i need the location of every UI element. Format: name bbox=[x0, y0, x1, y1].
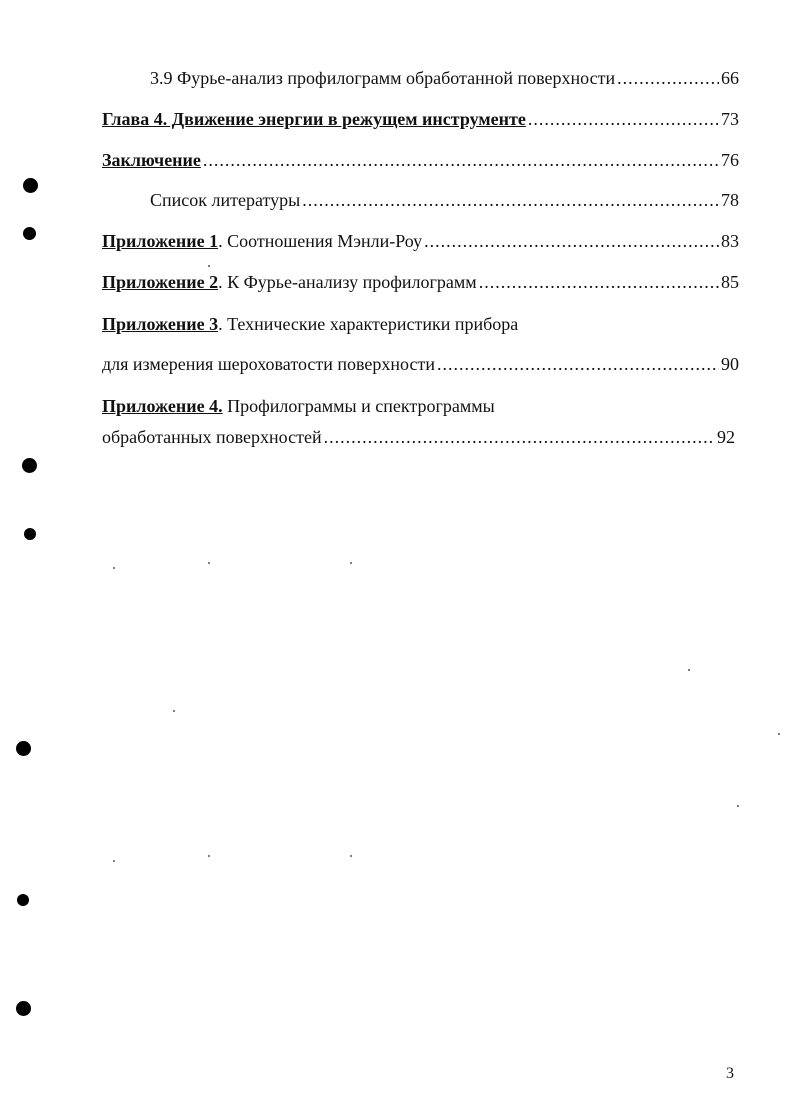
toc-entry-page: 83 bbox=[721, 231, 739, 251]
appendix-label: Приложение 4. bbox=[102, 396, 223, 416]
scan-speck bbox=[688, 669, 690, 671]
toc-entry-chapter-4 bbox=[102, 108, 739, 130]
scan-speck bbox=[113, 860, 115, 862]
binder-hole-5 bbox=[16, 741, 31, 756]
dot-leader bbox=[324, 426, 715, 448]
toc-entry-appendix-2 bbox=[102, 271, 739, 293]
toc-entry-references bbox=[150, 189, 739, 211]
scan-speck bbox=[173, 710, 175, 712]
page-number: 3 bbox=[726, 1065, 734, 1082]
appendix-title: . К Фурье-анализу профилограмм bbox=[218, 272, 477, 292]
dot-leader bbox=[479, 271, 719, 293]
toc-entry-title bbox=[102, 230, 422, 252]
scan-speck bbox=[208, 562, 210, 564]
appendix-title: . Технические характеристики прибора bbox=[218, 314, 519, 334]
dot-leader bbox=[424, 230, 719, 252]
toc-entry-page: 78 bbox=[721, 190, 739, 210]
toc-entry-page: 73 bbox=[721, 109, 739, 129]
toc-entry-title bbox=[102, 313, 518, 335]
appendix-title: . Соотношения Мэнли-Роу bbox=[218, 231, 423, 251]
toc-entry-appendix-3-cont bbox=[102, 353, 739, 375]
scan-speck bbox=[350, 855, 352, 857]
toc-entry-title: Заключение bbox=[102, 150, 201, 170]
scan-speck bbox=[208, 855, 210, 857]
toc-entry-page: 92 bbox=[717, 427, 735, 447]
binder-hole-1 bbox=[23, 178, 38, 193]
dot-leader bbox=[617, 67, 719, 89]
appendix-label: Приложение 2 bbox=[102, 272, 219, 292]
toc-entry-title bbox=[102, 271, 477, 293]
toc-entry-conclusion bbox=[102, 149, 739, 171]
binder-hole-2 bbox=[23, 227, 36, 240]
toc-entry-page: 66 bbox=[721, 68, 739, 88]
toc-entry-appendix-1 bbox=[102, 230, 739, 252]
dot-leader bbox=[203, 149, 719, 171]
dot-leader bbox=[437, 353, 719, 375]
toc-entry-title: Список литературы bbox=[150, 190, 301, 210]
scan-speck bbox=[778, 733, 780, 735]
appendix-title: Профилограммы и спектрограммы bbox=[222, 396, 495, 416]
toc-entry-appendix-3 bbox=[102, 313, 739, 335]
toc-entry-title: для измерения шероховатости поверхности bbox=[102, 354, 435, 374]
binder-hole-6 bbox=[17, 894, 29, 906]
toc-entry-title: 3.9 Фурье-анализ профилограмм обработанной поверхности bbox=[150, 68, 616, 88]
appendix-label: Приложение 3 bbox=[102, 314, 219, 334]
toc-entry-title: Глава 4. Движение энергии в режущем инструменте bbox=[102, 109, 526, 129]
dot-leader bbox=[528, 108, 719, 130]
appendix-label: Приложение 1 bbox=[102, 231, 219, 251]
toc-entry-page: 76 bbox=[721, 150, 739, 170]
scan-speck bbox=[350, 562, 352, 564]
toc-entry-appendix-4 bbox=[102, 395, 739, 417]
toc-entry-title: обработанных поверхностей bbox=[102, 427, 322, 447]
toc-entry-appendix-4-cont bbox=[102, 426, 735, 448]
dot-leader bbox=[302, 189, 719, 211]
toc-entry-page: 85 bbox=[721, 272, 739, 292]
scan-speck bbox=[208, 265, 210, 267]
binder-hole-7 bbox=[16, 1001, 31, 1016]
binder-hole-4 bbox=[24, 528, 36, 540]
scan-speck bbox=[737, 805, 739, 807]
scan-speck bbox=[113, 567, 115, 569]
toc-entry-page: 90 bbox=[721, 354, 739, 374]
toc-entry-3-9 bbox=[150, 67, 739, 89]
binder-hole-3 bbox=[22, 458, 37, 473]
toc-entry-title bbox=[102, 395, 495, 417]
